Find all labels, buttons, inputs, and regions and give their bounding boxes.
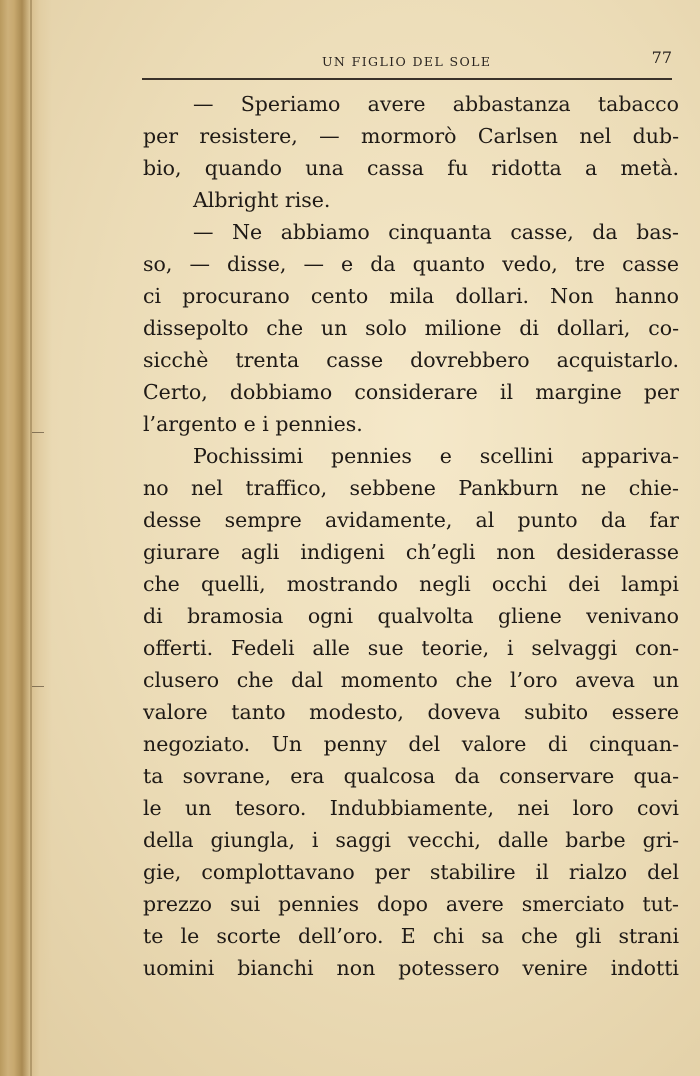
page-gutter: [0, 0, 52, 1076]
text-line: di bramosia ogni qualvolta gliene venivano: [143, 604, 679, 628]
running-title: UN FIGLIO DEL SOLE: [322, 54, 492, 69]
text-line: della giungla, i saggi vecchi, dalle barbe gri-: [143, 828, 679, 852]
text-line: desse sempre avidamente, al punto da far: [143, 508, 679, 532]
text-line: offerti. Fedeli alle sue teorie, i selvaggi con-: [143, 636, 679, 660]
text-line: no nel traffico, sebbene Pankburn ne chie-: [143, 476, 679, 500]
text-line: gie, complottavano per stabilire il rialzo del: [143, 860, 679, 884]
text-line: prezzo sui pennies dopo avere smerciato tut-: [143, 892, 679, 916]
header-rule: [142, 78, 672, 80]
text-line: negoziato. Un penny del valore di cinquan-: [143, 732, 679, 756]
text-line: le un tesoro. Indubbiamente, nei loro covi: [143, 796, 679, 820]
text-line: so, — disse, — e da quanto vedo, tre casse: [143, 252, 679, 276]
page-number: 77: [651, 48, 672, 67]
text-line: per resistere, — mormorò Carlsen nel dub-: [143, 124, 679, 148]
text-line: clusero che dal momento che l’oro aveva un: [143, 668, 679, 692]
text-line: ta sovrane, era qualcosa da conservare qua-: [143, 764, 679, 788]
text-line: sicchè trenta casse dovrebbero acquistarlo.: [143, 348, 679, 372]
body-text: [143, 88, 679, 984]
margin-mark: [32, 432, 44, 433]
text-line: dissepolto che un solo milione di dollari, co-: [143, 316, 679, 340]
text-line: Pochissimi pennies e scellini appariva-: [193, 444, 679, 468]
text-line: ci procurano cento mila dollari. Non hanno: [143, 284, 679, 308]
text-line: l’argento e i pennies.: [143, 412, 363, 436]
running-header: [142, 48, 680, 78]
text-line: — Speriamo avere abbastanza tabacco: [193, 92, 679, 116]
text-line: Albright rise.: [193, 188, 331, 212]
text-line: valore tanto modesto, doveva subito essere: [143, 700, 679, 724]
text-line: che quelli, mostrando negli occhi dei lampi: [143, 572, 679, 596]
text-line: uomini bianchi non potessero venire indotti: [143, 956, 679, 980]
margin-mark: [32, 686, 44, 687]
text-line: Certo, dobbiamo considerare il margine per: [143, 380, 679, 404]
gutter-crease: [30, 0, 32, 1076]
text-line: bio, quando una cassa fu ridotta a metà.: [143, 156, 679, 180]
text-line: te le scorte dell’oro. E chi sa che gli strani: [143, 924, 679, 948]
text-line: — Ne abbiamo cinquanta casse, da bas-: [193, 220, 679, 244]
text-line: giurare agli indigeni ch’egli non desiderasse: [143, 540, 679, 564]
